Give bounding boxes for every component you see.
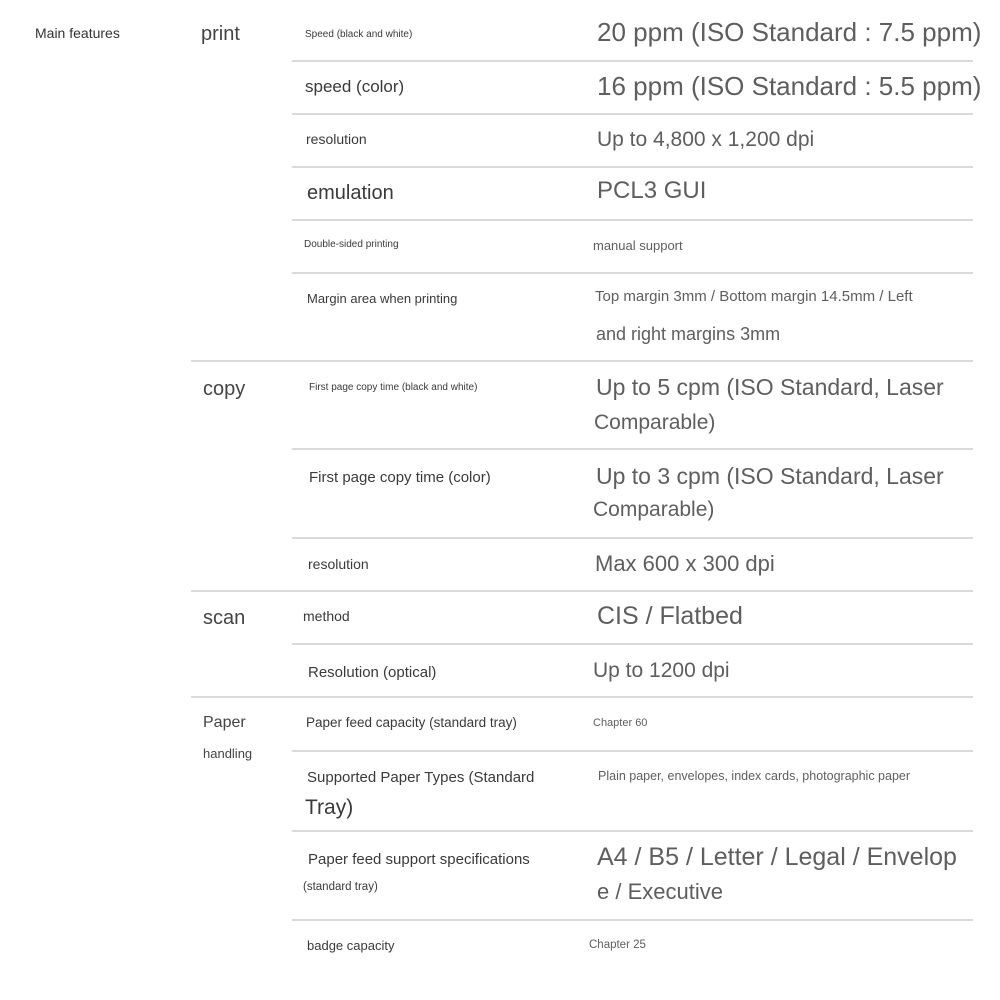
spec-label-badge-capacity: badge capacity xyxy=(307,938,395,953)
spec-value-paper-types: Plain paper, envelopes, index cards, photographic paper xyxy=(598,769,911,783)
row-divider xyxy=(292,537,973,539)
spec-value-copy-resolution: Max 600 x 300 dpi xyxy=(595,551,775,576)
spec-value-feed-specs-line2: e / Executive xyxy=(597,879,723,904)
spec-label-duplex: Double-sided printing xyxy=(304,239,399,250)
spec-value-feed-capacity: Chapter 60 xyxy=(593,717,648,729)
spec-label-feed-capacity: Paper feed capacity (standard tray) xyxy=(306,715,517,730)
group-label-scan: scan xyxy=(203,607,246,629)
spec-label-first-copy-color: First page copy time (color) xyxy=(309,469,491,486)
section-divider xyxy=(191,360,973,362)
row-divider xyxy=(292,219,973,221)
spec-value-speed-bw: 20 ppm (ISO Standard : 7.5 ppm) xyxy=(597,17,982,47)
row-divider xyxy=(292,919,973,921)
section-divider xyxy=(191,590,973,592)
spec-value-duplex: manual support xyxy=(593,238,683,253)
spec-value-scan-method: CIS / Flatbed xyxy=(597,602,743,630)
row-divider xyxy=(292,750,973,752)
spec-value-emulation: PCL3 GUI xyxy=(597,177,707,204)
spec-value-badge-capacity: Chapter 25 xyxy=(589,939,646,951)
spec-value-first-copy-color-line2: Comparable) xyxy=(593,498,715,521)
section-divider xyxy=(191,696,973,698)
row-divider xyxy=(292,113,973,115)
spec-value-first-copy-bw-line1: Up to 5 cpm (ISO Standard, Laser xyxy=(596,374,944,400)
spec-value-feed-specs-line1: A4 / B5 / Letter / Legal / Envelop xyxy=(597,843,957,871)
group-label-print: print xyxy=(201,23,240,45)
spec-label-print-resolution: resolution xyxy=(306,131,367,147)
spec-label-first-copy-bw: First page copy time (black and white) xyxy=(309,382,478,393)
row-divider xyxy=(292,166,973,168)
row-divider xyxy=(292,643,973,645)
spec-label-paper-types-line2: Tray) xyxy=(305,796,354,819)
spec-label-speed-color: speed (color) xyxy=(305,77,405,96)
spec-value-margin-line2: and right margins 3mm xyxy=(596,324,781,344)
spec-label-emulation: emulation xyxy=(307,182,394,204)
spec-label-feed-specs-line2: (standard tray) xyxy=(303,881,378,893)
group-label-copy: copy xyxy=(203,378,246,400)
page-title: Main features xyxy=(35,25,120,41)
spec-label-speed-bw: Speed (black and white) xyxy=(305,29,413,40)
row-divider xyxy=(292,272,973,274)
spec-label-scan-resolution: Resolution (optical) xyxy=(308,664,437,681)
spec-label-margin: Margin area when printing xyxy=(307,291,458,306)
spec-value-speed-color: 16 ppm (ISO Standard : 5.5 ppm) xyxy=(597,71,982,101)
row-divider xyxy=(292,60,973,62)
row-divider xyxy=(292,830,973,832)
row-divider xyxy=(292,448,973,450)
spec-value-scan-resolution: Up to 1200 dpi xyxy=(593,659,730,682)
spec-value-print-resolution: Up to 4,800 x 1,200 dpi xyxy=(597,128,815,151)
group-label-paper: Paper xyxy=(203,714,246,731)
spec-value-first-copy-color-line1: Up to 3 cpm (ISO Standard, Laser xyxy=(596,463,944,489)
spec-label-feed-specs-line1: Paper feed support specifications xyxy=(308,851,530,868)
spec-value-margin-line1: Top margin 3mm / Bottom margin 14.5mm / Left xyxy=(595,288,913,305)
group-label-handling: handling xyxy=(203,746,253,761)
spec-value-first-copy-bw-line2: Comparable) xyxy=(594,411,716,434)
spec-label-copy-resolution: resolution xyxy=(308,556,369,572)
spec-label-paper-types-line1: Supported Paper Types (Standard xyxy=(307,769,535,786)
spec-label-scan-method: method xyxy=(303,608,350,624)
